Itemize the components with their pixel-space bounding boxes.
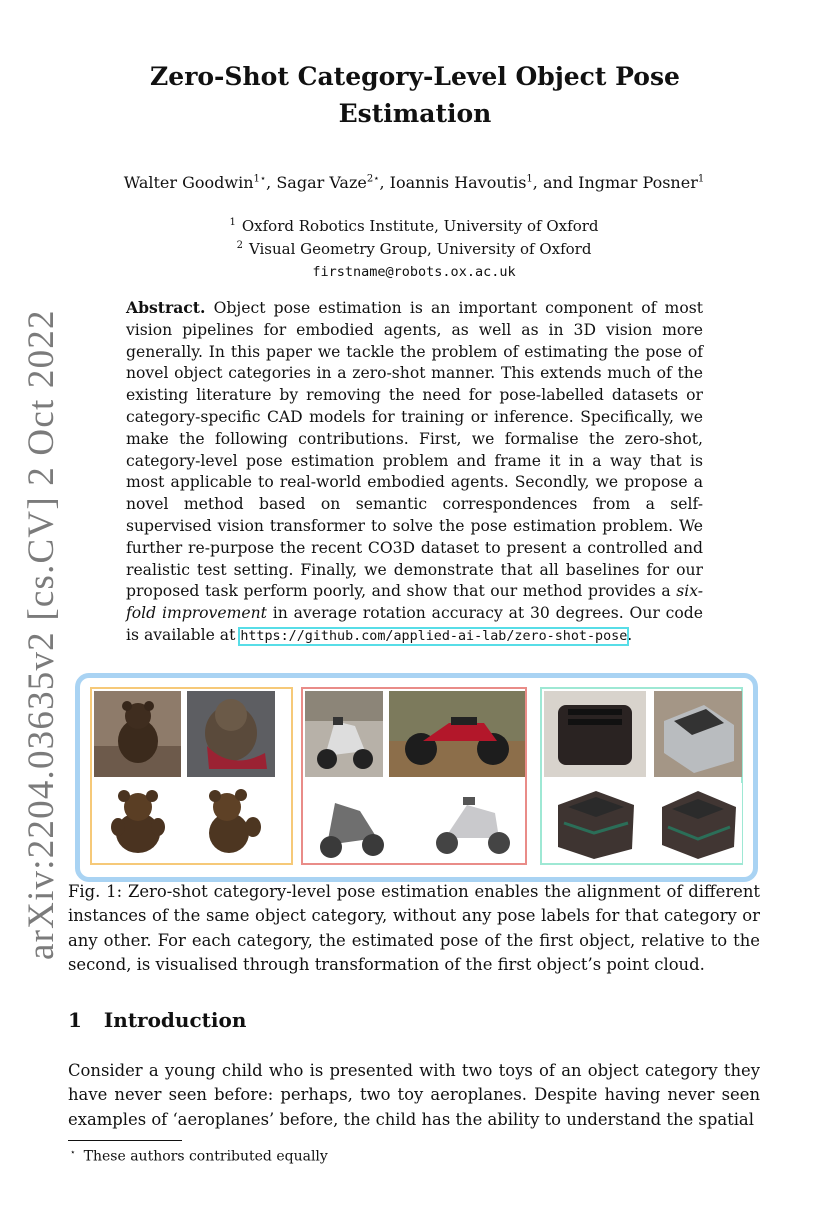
author-mark: 1: [697, 173, 705, 185]
figure-1: [75, 673, 758, 882]
footnote-mark: ⋆: [70, 1148, 76, 1158]
abstract-text-2: in average rotation accuracy at 30 degrees. Our code is available at: [126, 604, 703, 644]
arxiv-identifier-stamp: arXiv:2204.03635v2 [cs.CV] 2 Oct 2022: [21, 309, 62, 960]
abstract-period: .: [627, 625, 633, 644]
author-list: Walter Goodwin$^{1⋆}$, Sagar Vaze$^{2⋆}$, Ioannis Havoutis$^1$, and Ingmar Posner$^1$: [123, 173, 705, 192]
author-mark: 1⋆: [253, 173, 267, 185]
introduction-paragraph: Consider a young child who is presented with two toys of an object category they have never seen before: perhaps, two toy aeroplanes. Despite having never seen examples of ‘aeroplanes’ before, the child has the ability to understand the spatial: [68, 1061, 760, 1129]
paper-title: Zero-Shot Category-Level Object Pose Estimation: [150, 62, 680, 128]
abstract-text: Object pose estimation is an important component of most vision pipelines for embodied agents, as well as in 3D vision more generally. In this paper we tackle the problem of estimating the pose of novel object categories in a zero-shot manner. This extends much of the existing literature by removing the need for pose-labelled datasets or category-specific CAD models for training or inference. Specifically, we make the following contributions. First, we formalise the zero-shot, category-level pose estimation problem and frame it in a way that is most applicable to real-world embodied agents. Secondly, we propose a novel method based on semantic correspondences from a self-supervised vision transformer to solve the pose estimation problem. We further re-purpose the recent CO3D dataset to present a controlled and realistic test setting. Finally, we demonstrate that all baselines for our proposed task perform poorly, and show that our method provides a: [126, 299, 703, 601]
teddy-bear-pointcloud-1: [94, 783, 181, 863]
author-name: Walter Goodwin: [123, 173, 254, 192]
affiliation-number: 2: [236, 240, 243, 251]
footnote-text: These authors contributed equally: [83, 1148, 328, 1165]
scooter-pointcloud-2: [415, 783, 525, 863]
abstract-emphasis: six-fold improvement: [126, 582, 703, 623]
affiliation-text: Visual Geometry Group, University of Oxford: [248, 240, 592, 258]
author-name: Ingmar Posner: [578, 173, 698, 192]
footnote-rule: [68, 1140, 182, 1141]
toaster-photo-2: [654, 691, 742, 777]
affiliation-1: [60, 217, 768, 235]
figure-caption: Fig. 1: Zero-shot category-level pose estimation enables the alignment of different instances of the same object category, without any pose labels for that category or any other. For each category, the estimated pose of the first object, relative to the second, is visualised through transformation of the first object’s point cloud.: [68, 882, 760, 975]
section-title: Introduction: [103, 1008, 247, 1032]
abstract-heading: Abstract.: [126, 298, 206, 317]
toaster-pointcloud-2: [654, 783, 742, 863]
section-heading: [68, 1008, 246, 1032]
affiliation-number: 1: [229, 217, 236, 228]
author-name: Ioannis Havoutis: [389, 173, 527, 192]
author-name: Sagar Vaze: [276, 173, 367, 192]
section-number: 1: [68, 1008, 82, 1032]
panel-teddy-bear: [90, 687, 293, 865]
panel-toaster: [540, 687, 743, 865]
affiliation-2: [60, 240, 768, 258]
code-link[interactable]: https://github.com/applied-ai-lab/zero-shot-pose: [240, 628, 628, 644]
author-mark: 1: [526, 173, 533, 185]
scooter-photo: [305, 691, 383, 777]
motorcycle-photo: [389, 691, 525, 777]
contact-email: firstname@robots.ox.ac.uk: [312, 264, 516, 280]
abstract: [126, 297, 703, 648]
author-mark: 2⋆: [366, 173, 380, 185]
panel-motorcycle: [301, 687, 527, 865]
teddy-bear-pointcloud-2: [187, 783, 275, 863]
scooter-pointcloud-1: [305, 783, 405, 863]
toaster-pointcloud-1: [544, 783, 646, 863]
footnote: [70, 1148, 328, 1165]
teddy-bear-photo-1: [94, 691, 181, 777]
toaster-photo-1: [544, 691, 646, 777]
affiliation-text: Oxford Robotics Institute, University of Oxford: [241, 217, 599, 235]
teddy-bear-photo-2: [187, 691, 275, 777]
